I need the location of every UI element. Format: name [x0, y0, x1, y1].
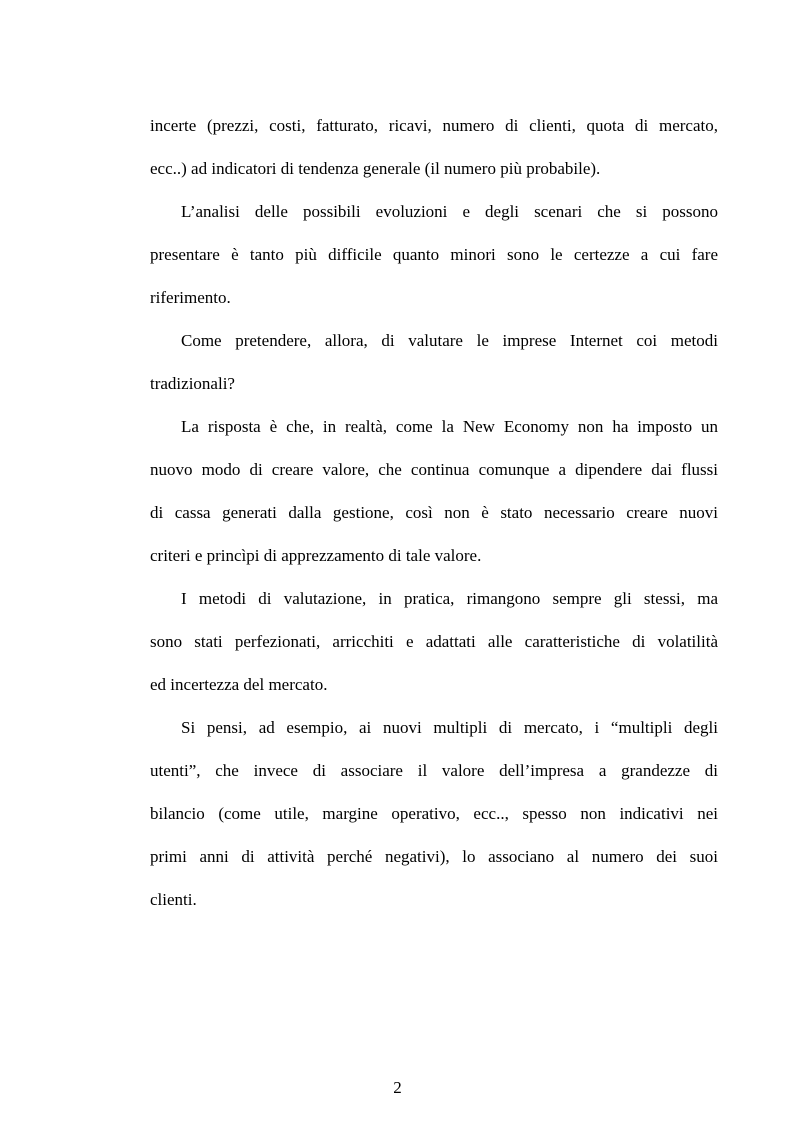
- text-line: sono stati perfezionati, arricchiti e adattati alle caratteristiche di volatilità: [150, 632, 718, 651]
- text-line: Come pretendere, allora, di valutare le imprese Internet coi metodi: [181, 331, 718, 350]
- text-line: La risposta è che, in realtà, come la New Economy non ha imposto un: [181, 417, 718, 436]
- text-line: incerte (prezzi, costi, fatturato, ricavi, numero di clienti, quota di mercato,: [150, 116, 718, 135]
- page-number: 2: [393, 1078, 402, 1097]
- text-line: tradizionali?: [150, 374, 235, 393]
- text-line: ed incertezza del mercato.: [150, 675, 328, 694]
- text-line: utenti”, che invece di associare il valore dell’impresa a grandezze di: [150, 761, 718, 780]
- text-line: nuovo modo di creare valore, che continua comunque a dipendere dai flussi: [150, 460, 718, 479]
- text-line: L’analisi delle possibili evoluzioni e degli scenari che si possono: [181, 202, 718, 221]
- body-text: [150, 110, 718, 927]
- text-line: presentare è tanto più difficile quanto minori sono le certezze a cui fare: [150, 245, 718, 264]
- text-line: I metodi di valutazione, in pratica, rimangono sempre gli stessi, ma: [181, 589, 718, 608]
- text-line: ecc..) ad indicatori di tendenza generale (il numero più probabile).: [150, 159, 601, 178]
- text-line: clienti.: [150, 890, 197, 909]
- text-line: di cassa generati dalla gestione, così non è stato necessario creare nuovi: [150, 503, 718, 522]
- text-line: bilancio (come utile, margine operativo, ecc.., spesso non indicativi nei: [150, 804, 718, 823]
- text-line: Si pensi, ad esempio, ai nuovi multipli di mercato, i “multipli degli: [181, 718, 718, 737]
- text-line: primi anni di attività perché negativi), lo associano al numero dei suoi: [150, 847, 718, 866]
- text-line: criteri e princìpi di apprezzamento di tale valore.: [150, 546, 482, 565]
- text-line: riferimento.: [150, 288, 231, 307]
